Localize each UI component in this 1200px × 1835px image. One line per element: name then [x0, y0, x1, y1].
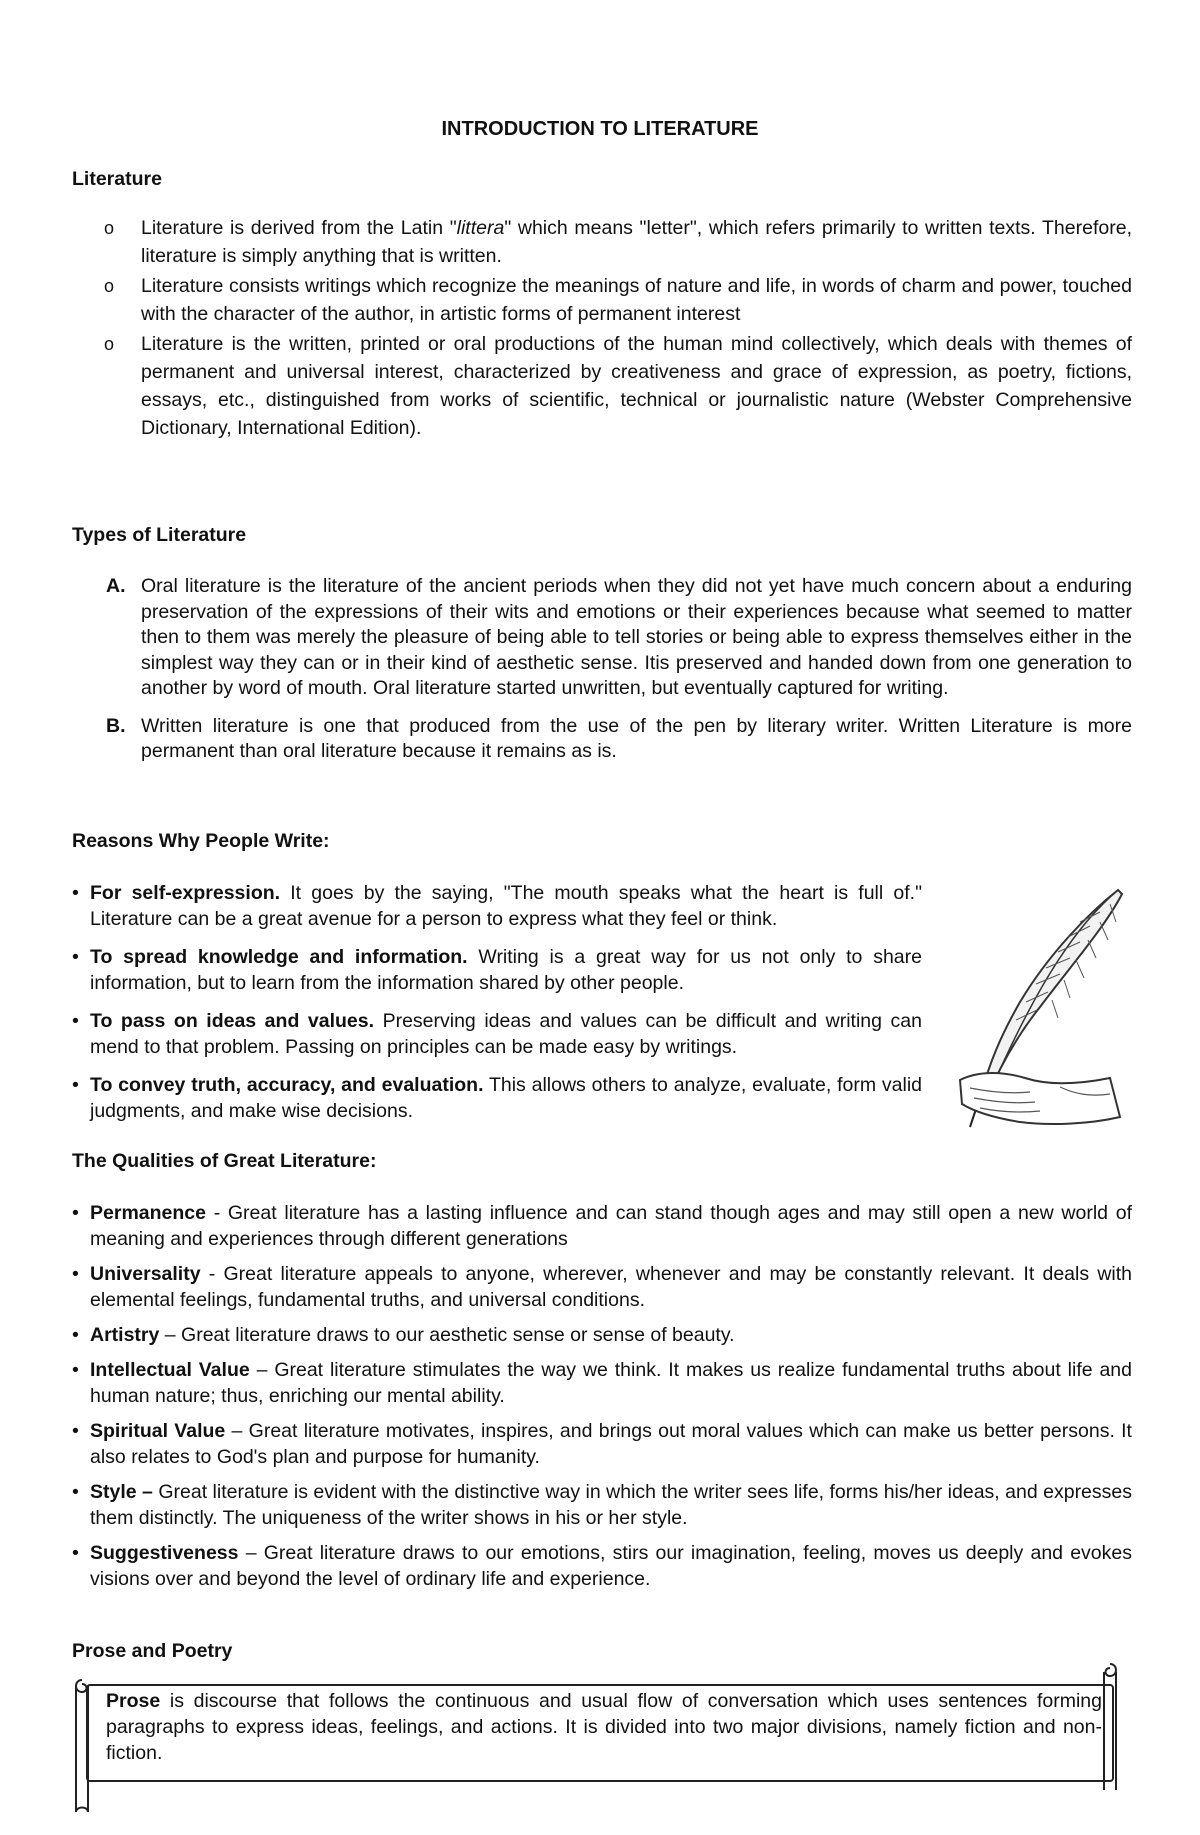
qualities-list — [72, 1200, 1132, 1601]
list-item: • Intellectual Value – Great literature stimulates the way we think. It makes us realize fundamental truths about life and human nature; thus, enriching our mental ability. — [72, 1359, 1133, 1407]
bullet-marker: • — [72, 1202, 79, 1224]
list-marker: B. — [106, 714, 126, 737]
list-item: • For self-expression. It goes by the saying, "The mouth speaks what the heart is full of." Literature can be a great avenue for a person to express what they feel or think. — [72, 882, 922, 930]
list-item: • Suggestiveness – Great literature draws to our emotions, stirs our imagination, feeling, moves us deeply and evokes visions over and beyond the level of ordinary life and experience. — [72, 1542, 1132, 1590]
types-list — [72, 574, 1132, 777]
literature-list — [72, 214, 1132, 442]
list-marker: o — [104, 276, 115, 296]
bullet-marker: • — [72, 1324, 79, 1346]
list-item: • Permanence - Great literature has a lasting influence and can stand though ages and may still open a new world of meaning and experiences through different generations — [72, 1202, 1132, 1250]
list-item: • To pass on ideas and values. Preserving ideas and values can be difficult and writing can mend to that problem. Passing on principles can be made easy by writings. — [72, 1010, 922, 1058]
literature-heading: Literature — [72, 168, 162, 190]
list-item: • Artistry – Great literature draws to our aesthetic sense or sense of beauty. — [72, 1324, 735, 1346]
list-item: o Literature is derived from the Latin "littera" which means "letter", which refers primarily to written texts. Therefore, literature is simply anything that is written. — [72, 214, 1132, 270]
list-item: • To convey truth, accuracy, and evaluation. This allows others to analyze, evaluate, form valid judgments, and make wise decisions. — [72, 1074, 922, 1122]
bullet-marker: • — [72, 1263, 79, 1285]
types-heading: Types of Literature — [72, 524, 247, 546]
reasons-list — [72, 880, 922, 1133]
qualities-heading: The Qualities of Great Literature: — [72, 1150, 377, 1172]
bullet-marker: • — [72, 882, 79, 904]
prose-definition: Prose is discourse that follows the continuous and usual flow of conversation which uses sentences forming paragraphs to express ideas, feelings, and actions. It is divided into two major divisions, namely fiction and non-fiction. — [106, 1690, 1102, 1764]
prose-poetry-heading: Prose and Poetry — [72, 1640, 233, 1662]
page-title: INTRODUCTION TO LITERATURE — [441, 118, 759, 140]
bullet-marker: • — [72, 1359, 79, 1381]
bullet-marker: • — [72, 1010, 79, 1032]
list-item: o Literature is the written, printed or oral productions of the human mind collectively, which deals with themes of permanent and universal interest, characterized by creativeness and grace of expression, as poetry, fictions, essays, etc., distinguished from works of scientific, technical or journalistic nature (Webster Comprehensive Dictionary, International Edition). — [72, 330, 1132, 442]
bullet-marker: • — [72, 1542, 79, 1564]
list-item: • To spread knowledge and information. Writing is a great way for us not only to share information, but to learn from the information shared by other people. — [72, 946, 922, 994]
list-marker: o — [104, 334, 115, 354]
list-item: A. Oral literature is the literature of the ancient periods when they did not yet have much concern about a enduring preservation of the expressions of their wits and emotions or their experiences because what seemed to matter then to them was merely the pleasure of being able to tell stories or being able to express themselves either in the simplest way they can or in their kind of aesthetic sense. Itis preserved and handed down from one generation to another by word of mouth. Oral literature started unwritten, but eventually captured for writing. — [106, 575, 1132, 699]
bullet-marker: • — [72, 1074, 79, 1096]
list-marker: A. — [106, 575, 126, 597]
bullet-marker: • — [72, 1481, 79, 1503]
list-marker: o — [104, 218, 115, 238]
list-item: • Style – Great literature is evident with the distinctive way in which the writer sees life, forms his/her ideas, and expresses them distinctly. The uniqueness of the writer shows in his or her style. — [72, 1481, 1132, 1529]
reasons-heading: Reasons Why People Write: — [72, 830, 330, 852]
bullet-marker: • — [72, 946, 79, 968]
bullet-marker: • — [72, 1420, 79, 1442]
list-item: • Spiritual Value – Great literature motivates, inspires, and brings out moral values which can make us better persons. It also relates to God's plan and purpose for humanity. — [72, 1420, 1132, 1468]
list-item: o Literature consists writings which recognize the meanings of nature and life, in words of charm and power, touched with the character of the author, in artistic forms of permanent interest — [72, 272, 1132, 328]
list-item: • Universality - Great literature appeals to anyone, wherever, whenever and may be constantly relevant. It deals with elemental feelings, fundamental truths, and universal conditions. — [72, 1263, 1132, 1311]
list-item: B. Written literature is one that produced from the use of the pen by literary writer. Written Literature is more permanent than oral literature because it remains as is. — [106, 714, 1132, 762]
quill-hand-illustration — [940, 882, 1130, 1142]
